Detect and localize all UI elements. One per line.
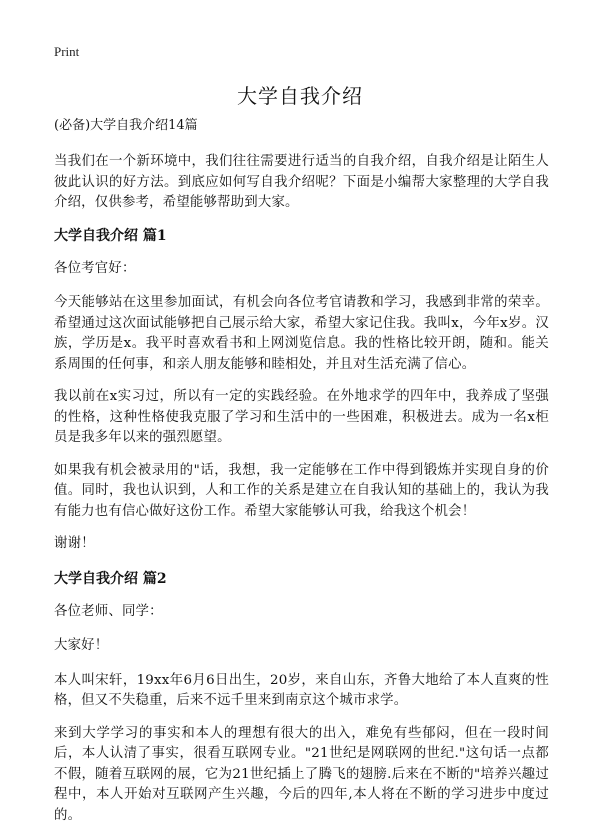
section-2-paragraph-2: 来到大学学习的事实和本人的理想有很大的出入，难免有些郁闷，但在一段时间后，本人认清了事实，很看互联网专业。"21世纪是网联网的世纪."这句话一点都不假，随着互联网的展，它为21世纪插上了腾飞的翅膀.后来在不断的"培养兴趣过程中，本人开始对互联网产生兴趣，今后的四年,本人将在不断的学习进步中度过的。 xyxy=(54,725,549,823)
section-1-paragraph-1: 今天能够站在这里参加面试，有机会向各位考官请教和学习，我感到非常的荣幸。希望通过这次面试能够把自己展示给大家，希望大家记住我。我叫x，今年x岁。汉族，学历是x。我平时喜欢看书和上网浏览信息。我的性格比较开朗，随和。能关系周围的任何事，和亲人朋友能够和睦相处，并且对生活充满了信心。 xyxy=(54,295,549,372)
section-2-paragraph-1: 本人叫宋轩，19xx年6月6日出生，20岁，来自山东，齐鲁大地给了本人直爽的性格，但又不失稳重，后来不远千里来到南京这个城市求学。 xyxy=(54,672,549,708)
document-body xyxy=(54,116,549,838)
section-1-thanks: 谢谢！ xyxy=(54,536,95,551)
section-1-heading: 大学自我介绍 篇1 xyxy=(54,227,167,244)
section-1-paragraph-2: 我以前在x实习过，所以有一定的实践经验。在外地求学的四年中，我养成了坚强的性格，这种性格使我克服了学习和生活中的一些困难，积极进去。成为一名x柜员是我多年以来的强烈愿望。 xyxy=(54,389,549,445)
print-label[interactable]: Print xyxy=(54,44,80,59)
section-1-paragraph-3: 如果我有机会被录用的"话，我想，我一定能够在工作中得到锻炼并实现自身的价值。同时，我也认识到，人和工作的关系是建立在自我认知的基础上的，我认为我有能力也有信心做好这份工作。希望大家能够认可我，给我这个机会！ xyxy=(54,462,549,519)
intro-paragraph: 当我们在一个新环境中，我们往往需要进行适当的自我介绍，自我介绍是让陌生人彼此认识的好方法。到底应如何写自我介绍呢？下面是小编帮大家整理的大学自我介绍，仅供参考，希望能够帮助到大家。 xyxy=(54,154,549,210)
section-2-heading: 大学自我介绍 篇2 xyxy=(54,570,167,587)
section-2-greeting: 各位老师、同学： xyxy=(54,603,163,619)
document-title: 大学自我介绍 xyxy=(237,84,363,108)
section-2-hello: 大家好！ xyxy=(54,638,109,653)
document-subtitle: (必备)大学自我介绍14篇 xyxy=(54,118,198,133)
section-1-greeting: 各位考官好： xyxy=(54,260,136,276)
